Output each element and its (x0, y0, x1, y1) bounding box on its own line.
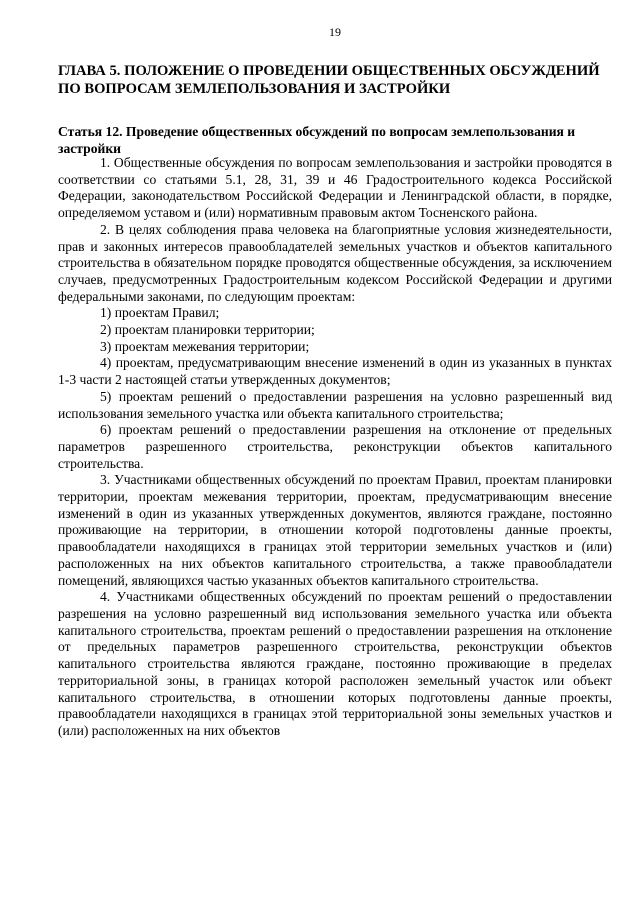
list-item-2: 2) проектам планировки территории; (100, 322, 315, 338)
document-body (58, 155, 612, 740)
page-number: 19 (329, 25, 341, 39)
chapter-title-line-1: ГЛАВА 5. ПОЛОЖЕНИЕ О ПРОВЕДЕНИИ ОБЩЕСТВЕННЫХ ОБСУЖДЕНИЙ (58, 63, 600, 79)
paragraph-3: 3. Участниками общественных обсуждений по проектам Правил, проектам планировки территории, проектам межевания территории, проектам, предусматривающим внесение изменений в один из указанных утвержденных документов, являются граждане, постоянно проживающие на территории, в отношении которой подготовлены данные проекты, правообладатели находящихся в границах этой территории земельных участков и (или) расположенных на них объектов капитального строительства, а также правообладатели помещений, являющихся частью указанных объектов капитального строительства. (58, 472, 612, 588)
list-item-1: 1) проектам Правил; (100, 305, 220, 321)
paragraph-2: 2. В целях соблюдения права человека на благоприятные условия жизнедеятельности, прав и законных интересов правообладателей земельных участков и объектов капитального строительства в обязательном порядке проводятся общественные обсуждения, за исключением случаев, предусмотренных Градостроительным кодексом Российской Федерации и другими федеральными законами, по следующим проектам: (58, 221, 612, 304)
list-item-4: 4) проектам, предусматривающим внесение изменений в один из указанных в пунктах 1-3 части 2 настоящей статьи утвержденных документов; (58, 355, 612, 388)
list-item-6: 6) проектам решений о предоставлении разрешения на отклонение от предельных параметров разрешенного строительства, реконструкции объектов капитального строительства. (58, 422, 612, 471)
list-item-3: 3) проектам межевания территории; (100, 338, 310, 354)
article-title: Статья 12. Проведение общественных обсуждений по вопросам землепользования и застройки (58, 124, 576, 156)
list-item-5: 5) проектам решений о предоставлении разрешения на условно разрешенный вид использования земельного участка или объекта капитального строительства; (58, 388, 612, 421)
paragraph-4: 4. Участниками общественных обсуждений по проектам решений о предоставлении разрешения на условно разрешенный вид использования земельного участка или объекта капитального строительства, проектам решений о предоставлении разрешения на отклонение от предельных параметров разрешенного строительства, реконструкции объектов капитального строительства являются граждане, постоянно проживающие в пределах территориальной зоны, в границах которой расположен земельный участок или объект капитального строительства, в отношении которых подготовлены данные проекты, правообладатели находящихся в границах этой территориальной зоны земельных участков и (или) расположенных на них объектов (58, 589, 612, 738)
paragraph-1: 1. Общественные обсуждения по вопросам землепользования и застройки проводятся в соответствии со статьями 5.1, 28, 31, 39 и 46 Градостроительного кодекса Российской Федерации, законодательством Российской Федерации и Ленинградской области, в порядке, определяемом уставом и (или) нормативным правовым актом Тосненского района. (58, 155, 612, 221)
chapter-title (58, 62, 612, 98)
chapter-title-line-2: ПО ВОПРОСАМ ЗЕМЛЕПОЛЬЗОВАНИЯ И ЗАСТРОЙКИ (58, 81, 451, 97)
